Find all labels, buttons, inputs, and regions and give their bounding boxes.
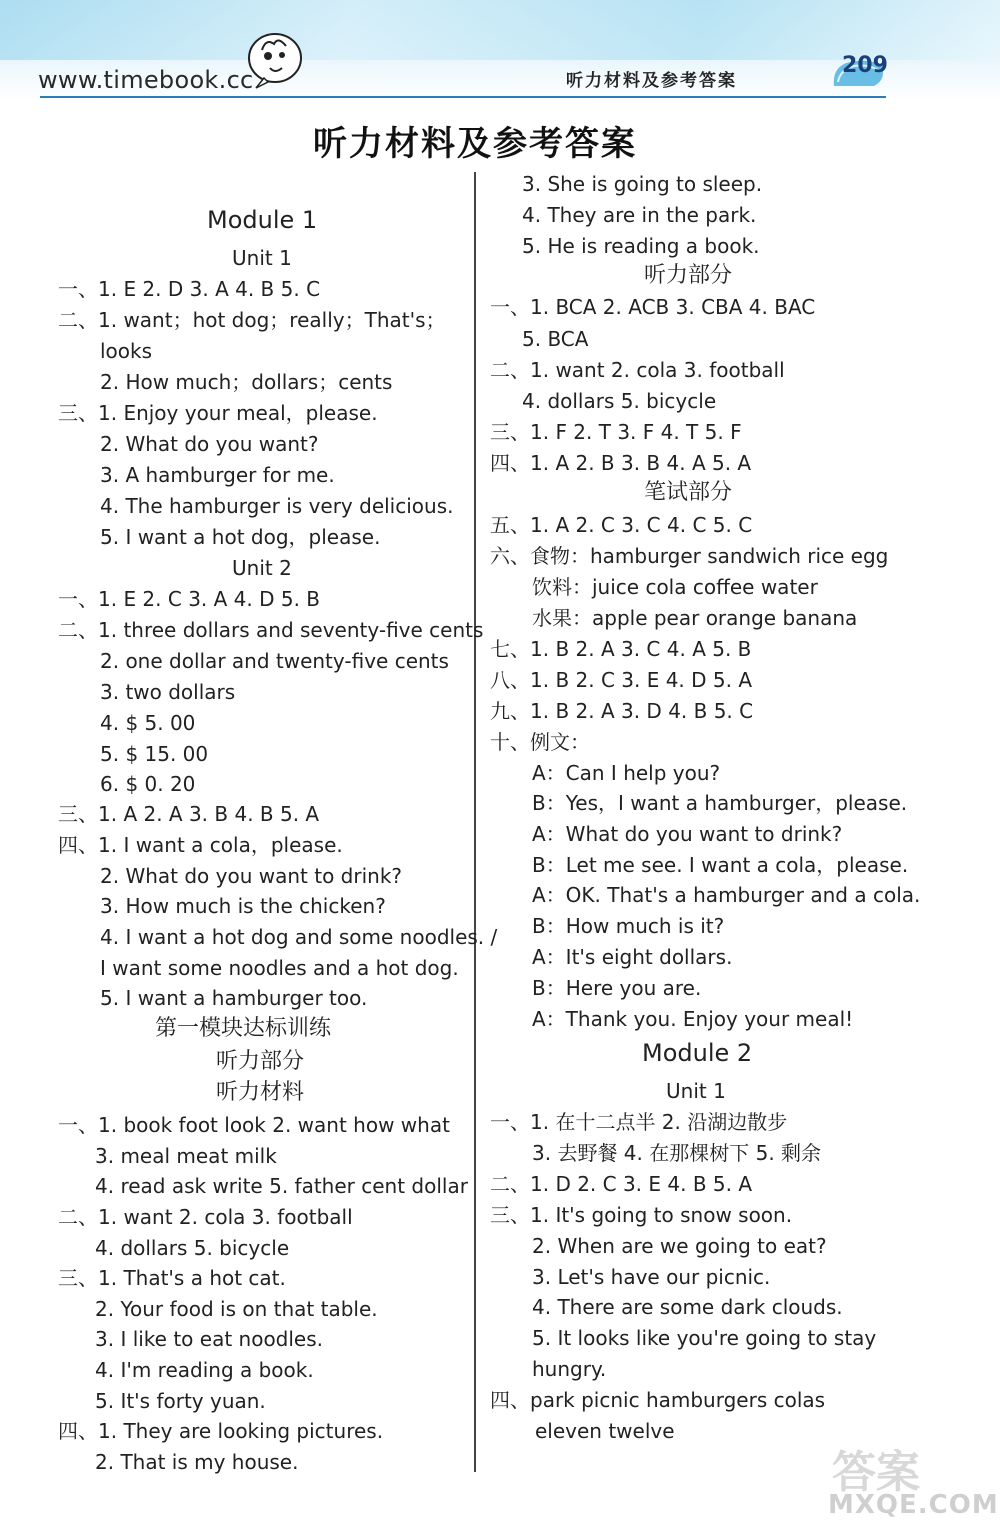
right-line: 笔试部分 xyxy=(644,480,733,505)
left-line: 第一模块达标训练 xyxy=(155,1016,332,1041)
left-line: 5. I want a hot dog，please. xyxy=(100,525,381,549)
left-line: 四、1. I want a cola，please. xyxy=(58,833,343,857)
left-line: 4. I want a hot dog and some noodles. / xyxy=(100,925,498,949)
mascot-icon xyxy=(244,28,306,90)
left-line: 3. meal meat milk xyxy=(95,1144,277,1168)
right-line: 五、1. A 2. C 3. C 4. C 5. C xyxy=(490,513,753,537)
left-line: Module 1 xyxy=(207,206,318,234)
right-line: 4. dollars 5. bicycle xyxy=(522,389,717,413)
right-line: 三、1. It's going to snow soon. xyxy=(490,1203,793,1227)
left-line: 听力部分 xyxy=(216,1049,305,1074)
site-url: www.timebook.cc xyxy=(38,66,254,94)
right-line: 饮料：juice cola coffee water xyxy=(532,575,818,599)
left-line: 4. I'm reading a book. xyxy=(95,1358,314,1382)
left-line: 2. Your food is on that table. xyxy=(95,1297,378,1321)
right-line: hungry. xyxy=(532,1357,607,1381)
right-line: 八、1. B 2. C 3. E 4. D 5. A xyxy=(490,668,753,692)
left-line: 4. The hamburger is very delicious. xyxy=(100,494,454,518)
right-line: 5. BCA xyxy=(522,327,589,351)
right-line: B：Let me see. I want a cola，please. xyxy=(532,853,909,877)
left-line: 2. one dollar and twenty-five cents xyxy=(100,649,449,673)
right-line: 3. She is going to sleep. xyxy=(522,172,763,196)
left-line: 3. two dollars xyxy=(100,680,236,704)
left-line: 2. That is my house. xyxy=(95,1450,299,1474)
left-line: 三、1. A 2. A 3. B 4. B 5. A xyxy=(58,802,320,826)
left-line: Unit 2 xyxy=(232,556,292,580)
right-line: 二、1. D 2. C 3. E 4. B 5. A xyxy=(490,1172,753,1196)
right-line: 三、1. F 2. T 3. F 4. T 5. F xyxy=(490,420,742,444)
left-line: 2. What do you want? xyxy=(100,432,319,456)
header-rule xyxy=(40,96,886,98)
watermark-text: MXQE.COM xyxy=(828,1490,999,1520)
left-line: 5. $ 15. 00 xyxy=(100,742,209,766)
left-line: 2. How much；dollars；cents xyxy=(100,370,393,394)
right-line: 二、1. want 2. cola 3. football xyxy=(490,358,785,382)
right-line: eleven twelve xyxy=(535,1419,675,1443)
left-line: 4. $ 5. 00 xyxy=(100,711,196,735)
right-line: 水果：apple pear orange banana xyxy=(532,606,858,630)
right-line: 4. There are some dark clouds. xyxy=(532,1295,843,1319)
header-title: 听力材料及参考答案 xyxy=(566,71,737,91)
watermark-logo: 答案 xyxy=(832,1447,920,1498)
page-number: 209 xyxy=(842,53,888,78)
left-line: 3. I like to eat noodles. xyxy=(95,1327,324,1351)
left-line: 三、1. Enjoy your meal，please. xyxy=(58,401,378,425)
right-line: 4. They are in the park. xyxy=(522,203,757,227)
left-line: 5. I want a hamburger too. xyxy=(100,986,368,1010)
left-line: 一、1. E 2. D 3. A 4. B 5. C xyxy=(58,277,321,301)
left-line: 听力材料 xyxy=(216,1080,305,1105)
right-line: 四、park picnic hamburgers colas xyxy=(490,1388,826,1412)
right-line: A：What do you want to drink? xyxy=(532,822,843,846)
right-line: 十、例文： xyxy=(490,730,590,754)
right-line: A：Thank you. Enjoy your meal! xyxy=(532,1007,854,1031)
right-line: Module 2 xyxy=(642,1039,753,1067)
page-title: 听力材料及参考答案 xyxy=(313,124,637,164)
right-line: Unit 1 xyxy=(666,1079,726,1103)
header-wave xyxy=(0,0,1000,60)
left-line: 一、1. E 2. C 3. A 4. D 5. B xyxy=(58,587,321,611)
left-line: 2. What do you want to drink? xyxy=(100,864,403,888)
left-line: 3. How much is the chicken? xyxy=(100,894,386,918)
right-line: 一、1. BCA 2. ACB 3. CBA 4. BAC xyxy=(490,295,816,319)
column-divider xyxy=(474,172,476,1472)
right-line: A：It's eight dollars. xyxy=(532,945,733,969)
left-line: looks xyxy=(100,339,153,363)
right-line: 2. When are we going to eat? xyxy=(532,1234,827,1258)
left-line: 5. It's forty yuan. xyxy=(95,1389,266,1413)
left-line: Unit 1 xyxy=(232,246,292,270)
left-line: I want some noodles and a hot dog. xyxy=(100,956,459,980)
right-line: B：How much is it? xyxy=(532,914,725,938)
left-line: 二、1. want 2. cola 3. football xyxy=(58,1205,353,1229)
right-line: B：Yes，I want a hamburger，please. xyxy=(532,791,908,815)
right-line: 5. It looks like you're going to stay xyxy=(532,1326,877,1350)
right-line: 一、1. 在十二点半 2. 沿湖边散步 xyxy=(490,1110,788,1134)
left-line: 二、1. want；hot dog；really；That's； xyxy=(58,308,446,332)
right-line: B：Here you are. xyxy=(532,976,702,1000)
right-line: 六、食物：hamburger sandwich rice egg xyxy=(490,544,889,568)
left-line: 四、1. They are looking pictures. xyxy=(58,1419,384,1443)
left-line: 3. A hamburger for me. xyxy=(100,463,335,487)
right-line: 3. Let's have our picnic. xyxy=(532,1265,771,1289)
left-line: 二、1. three dollars and seventy-five cents xyxy=(58,618,484,642)
right-line: A：OK. That's a hamburger and a cola. xyxy=(532,883,921,907)
right-line: 5. He is reading a book. xyxy=(522,234,760,258)
right-line: 七、1. B 2. A 3. C 4. A 5. B xyxy=(490,637,752,661)
right-line: 九、1. B 2. A 3. D 4. B 5. C xyxy=(490,699,754,723)
right-line: 听力部分 xyxy=(644,263,733,288)
left-line: 4. read ask write 5. father cent dollar xyxy=(95,1174,468,1198)
right-line: A：Can I help you? xyxy=(532,761,721,785)
right-line: 3. 去野餐 4. 在那棵树下 5. 剩余 xyxy=(532,1141,822,1165)
left-line: 6. $ 0. 20 xyxy=(100,772,196,796)
left-line: 一、1. book foot look 2. want how what xyxy=(58,1113,450,1137)
left-line: 三、1. That's a hot cat. xyxy=(58,1266,286,1290)
right-line: 四、1. A 2. B 3. B 4. A 5. A xyxy=(490,451,752,475)
left-line: 4. dollars 5. bicycle xyxy=(95,1236,290,1260)
